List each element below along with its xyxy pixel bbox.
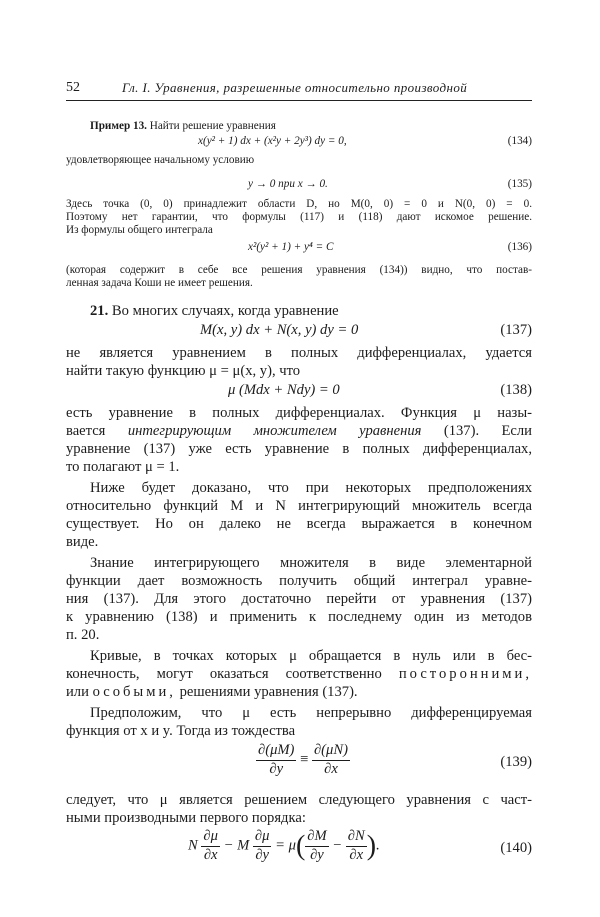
equation-number-139: (139) [500,754,532,770]
equation-number-135: (135) [507,178,532,190]
text-line: ными производными первого порядка: [66,810,306,826]
equation-138: μ (Mdx + Ndy) = 0 [228,382,340,398]
equation-number-136: (136) [507,241,532,253]
term-singular: особыми, [92,684,176,700]
example-text-line: (которая содержит в себе все решения уравнения (134)) видно, что постав- [66,264,532,276]
example-condition: удовлетворяющее начальному условию [66,154,255,166]
text-line: уравнение (137) уже есть уравнение в полных дифференциалах, [66,441,532,457]
equation-number-134: (134) [507,135,532,147]
example-intro: Найти решение уравнения [146,120,276,132]
text-line: не является уравнением в полных дифференциалах, удается [66,345,532,361]
term-extraneous: посторонними, [398,666,532,682]
text-line: Ниже будет доказано, что при некоторых предположениях [90,480,532,496]
equation-136: x²(y² + 1) + y⁴ = C [248,241,334,253]
example-text-line: Здесь точка (0, 0) принадлежит области D, но M(0, 0) = 0 и N(0, 0) = 0. [66,198,532,210]
equation-number-137: (137) [500,322,532,338]
text-line: п. 20. [66,627,100,643]
example-label: Пример 13. [90,120,147,132]
example-text-line: ленная задача Коши не имеет решения. [66,277,253,289]
text-line: виде. [66,534,99,550]
equation-number-140: (140) [500,840,532,856]
text-line: функция от x и y. Тогда из тождества [66,723,296,739]
page-number: 52 [66,80,80,95]
example-13-heading [90,120,532,134]
equation-137: M(x, y) dx + N(x, y) dy = 0 [200,322,359,338]
equation-135: y → 0 при x → 0. [248,178,328,190]
text-line: ния (137). Для этого достаточно перейти от уравнения (137) [66,591,532,607]
text-line: конечность, могут оказаться соответственно посторонними, [66,666,532,682]
term-integrating-factor: интегрирующим множителем уравнения [127,423,422,439]
equation-139: $\frac{\partial(\mu M)}{\partial y}$ ≡ $\frac{\partial(\mu N)}{\partial x}$ [258,742,348,777]
text-line: к уравнению (138) и применить к последнему один из методов [66,609,532,625]
text-line: то полагают μ = 1. [66,459,180,475]
text-line: Предположим, что μ есть непрерывно дифференцируемая [90,705,532,721]
example-text-line: Поэтому нет гарантии, что формулы (117) и (118) дают искомое решение. [66,211,532,223]
text-line: есть уравнение в полных дифференциалах. Функция μ назы- [66,405,532,421]
text-line: вается интегрирующим множителем уравнения (137). Если [66,423,532,439]
text-line: существует. Но он далеко не всегда выражается в конечном [66,516,532,532]
text-line: или особыми, решениями уравнения (137). [66,684,358,700]
text-line: относительно функций M и N интегрирующий множитель всегда [66,498,532,514]
text-line: функции дает возможность получить общий интеграл уравне- [66,573,532,589]
equation-number-138: (138) [500,382,532,398]
example-text-line: Из формулы общего интеграла [66,224,213,236]
equation-134: x(y² + 1) dx + (x²y + 2y³) dy = 0, [198,135,347,147]
text-line: Знание интегрирующего множителя в виде элементарной [90,555,532,571]
text-line: Кривые, в точках которых μ обращается в нуль или в бес- [90,648,532,664]
equation-140: N $\frac{\partial\mu}{\partial x}$ − M $\frac{\partial\mu}{\partial y}$ = μ( $\frac{\partial M}{\partial y}$ − $\frac{\partial N}{\partial x}$ ). [188,828,380,863]
running-title: Гл. I. Уравнения, разрешенные относительно производной [122,80,468,95]
section-21-intro: 21. Во многих случаях, когда уравнение [90,303,339,319]
text-line: следует, что μ является решением следующего уравнения с част- [66,792,532,808]
section-number: 21. [90,303,109,319]
running-header [66,78,532,101]
text-line: найти такую функцию μ = μ(x, y), что [66,363,301,379]
